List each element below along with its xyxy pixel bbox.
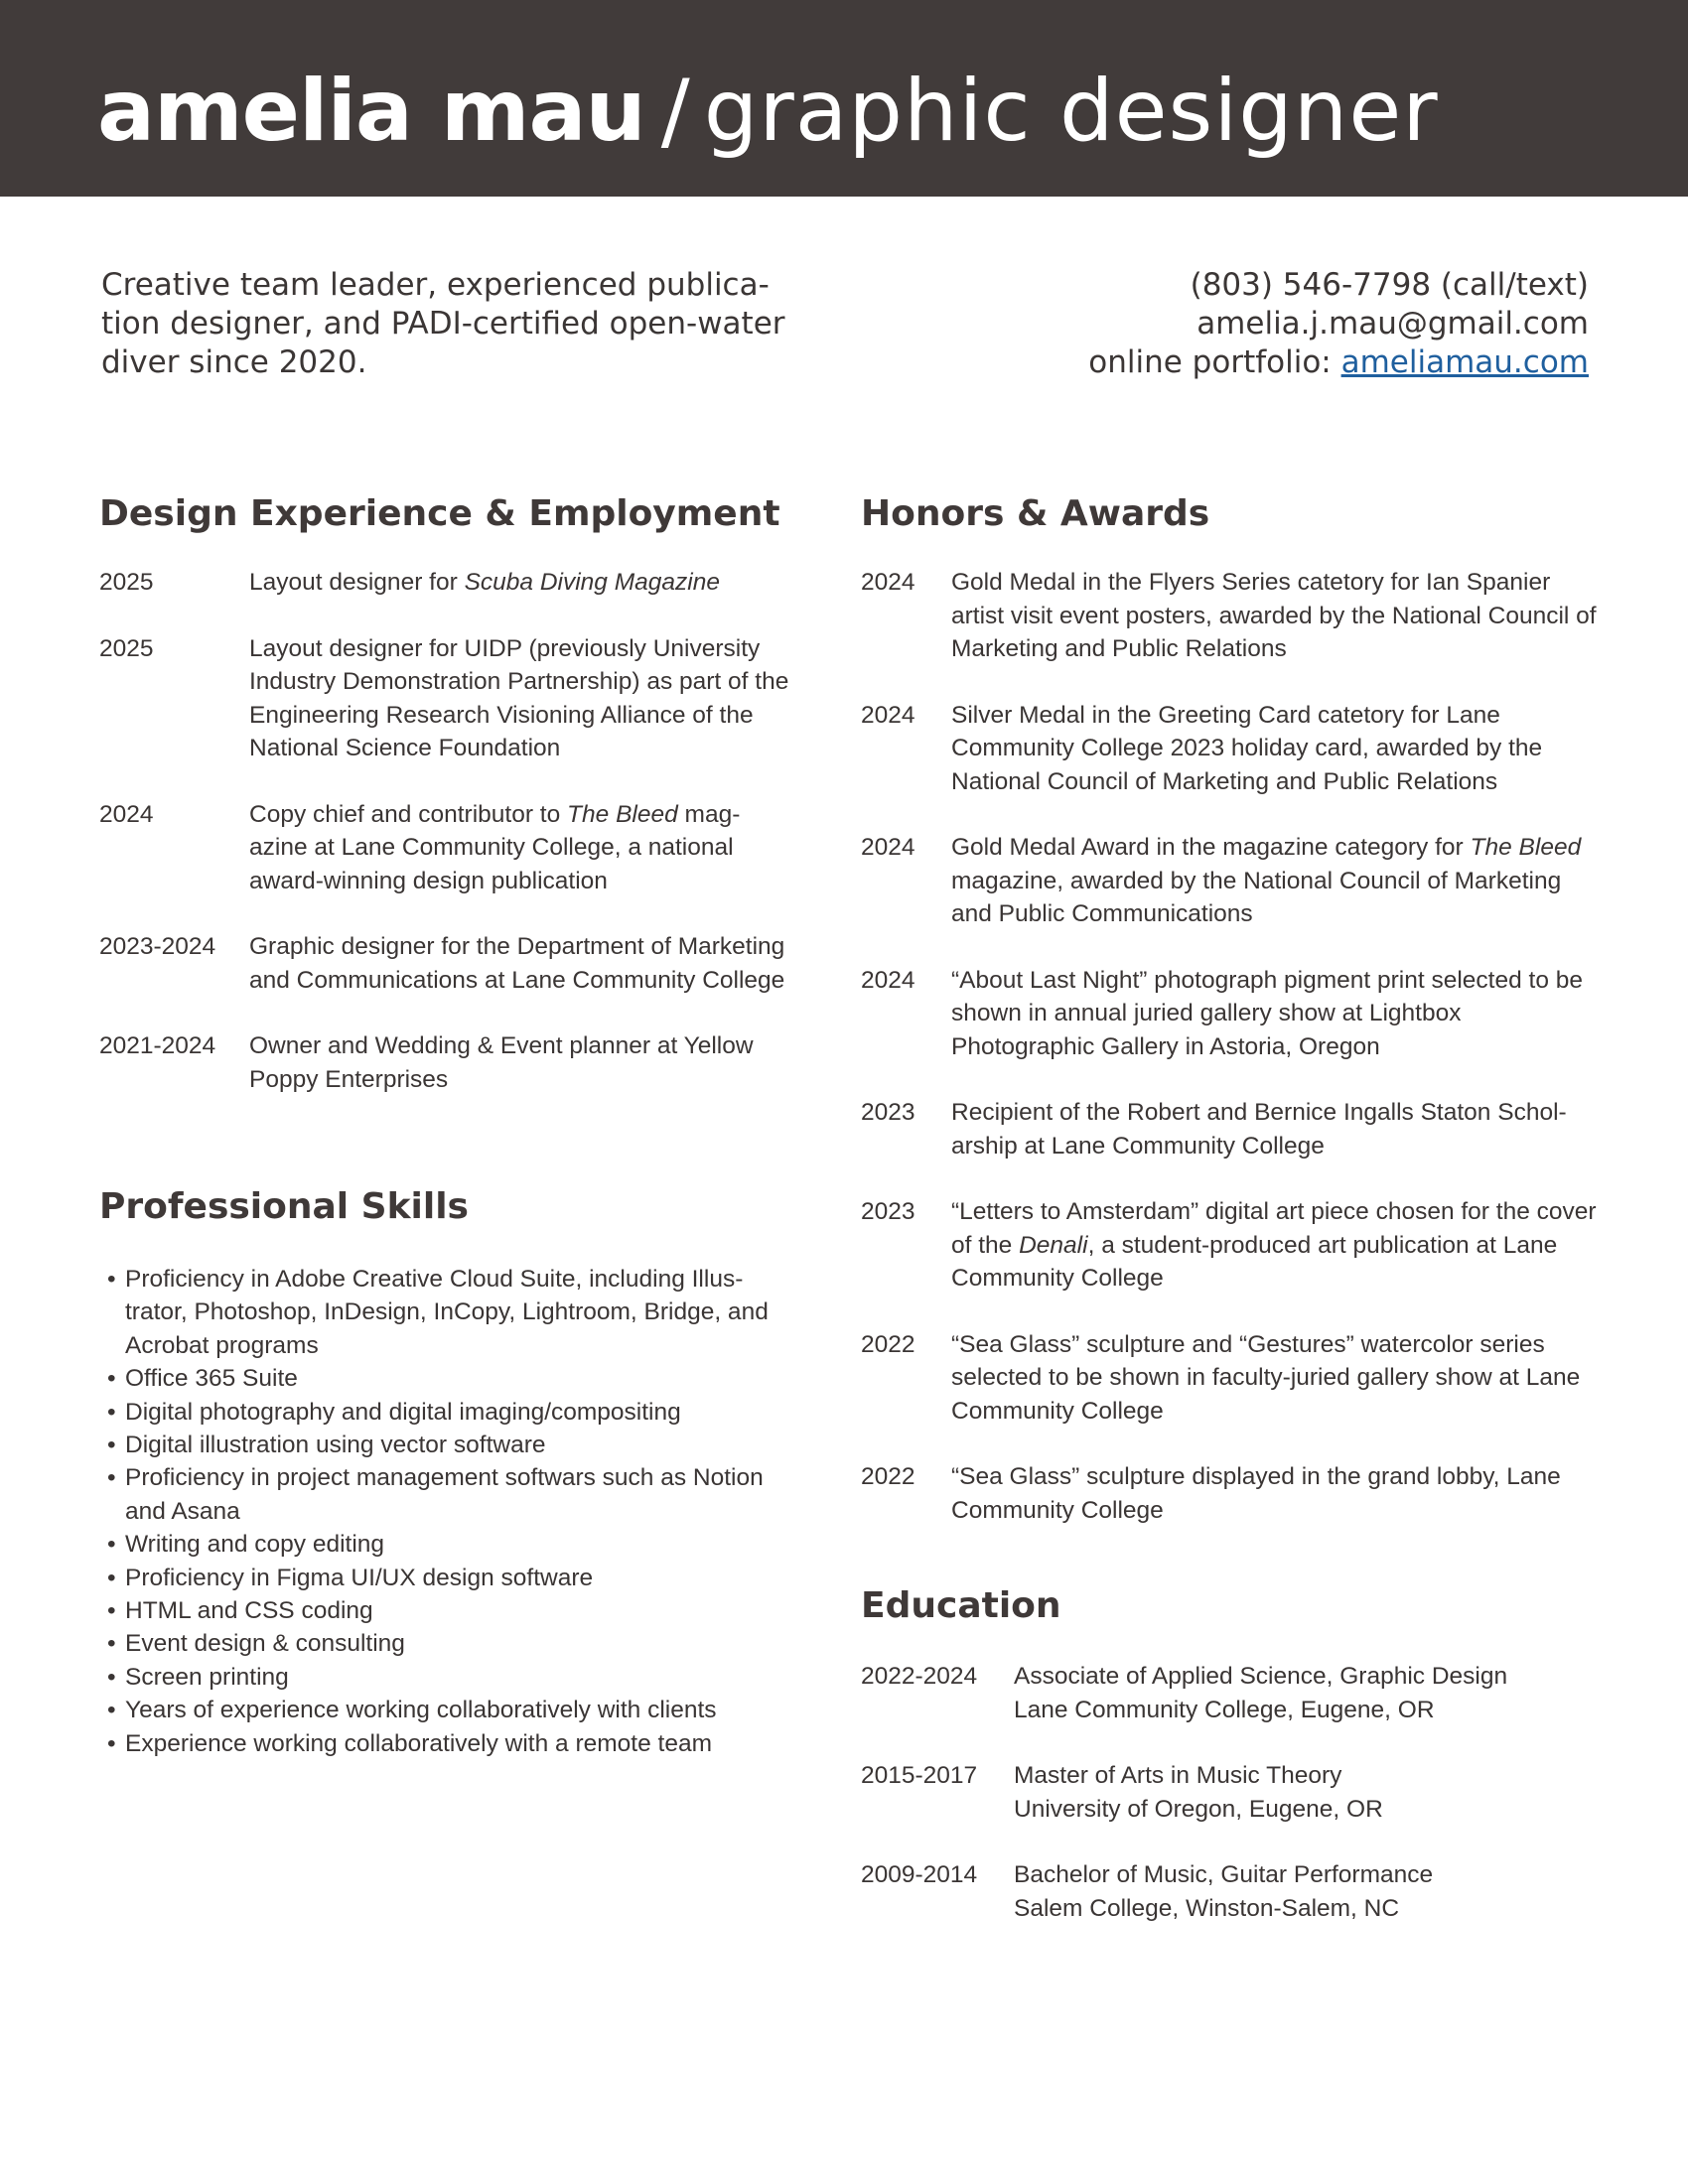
- degree-title: Master of Arts in Music Theory: [1014, 1762, 1342, 1789]
- honor-entry: [861, 831, 1606, 931]
- skill-item: • Proficiency in project management softwars such as Notion and Asana: [107, 1461, 802, 1528]
- title-slash: /: [660, 62, 690, 161]
- honors-heading: Honors & Awards: [861, 493, 1210, 534]
- page-title: [97, 62, 1439, 161]
- entry-text: “Sea Glass” sculpture displayed in the grand lobby, Lane Community College: [951, 1463, 1561, 1524]
- portfolio-label: online portfolio:: [1088, 344, 1341, 380]
- experience-entry: [99, 632, 794, 765]
- entry-year: 2024: [861, 966, 915, 994]
- honor-entry: [861, 964, 1606, 1064]
- entry-text: Layout designer for UIDP (previously University Industry Demonstration Partnership) as part of the Engineering Research Visioning Alliance of the National Science Foundation: [249, 634, 789, 761]
- header-banner: [0, 0, 1688, 197]
- school-name: University of Oregon, Eugene, OR: [1014, 1795, 1383, 1823]
- entry-text: “Letters to Amsterdam” digital art piece chosen for the cover of the Denali, a student-produced art publication at Lane Community College: [951, 1198, 1597, 1292]
- entry-year: 2024: [861, 569, 915, 596]
- skill-item: • Proficiency in Figma UI/UX design software: [107, 1562, 802, 1594]
- intro-line: tion designer, and PADI-certified open-water: [101, 306, 785, 341]
- intro-line: Creative team leader, experienced publica-: [101, 267, 770, 303]
- entry-year: 2024: [861, 834, 915, 861]
- entry-year: 2025: [99, 569, 154, 596]
- intro-line: diver since 2020.: [101, 344, 367, 380]
- education-heading: Education: [861, 1585, 1061, 1626]
- portfolio-link[interactable]: ameliamau.com: [1340, 344, 1589, 380]
- honors-list: [861, 566, 1606, 1560]
- skill-item: • Experience working collaboratively with a remote team: [107, 1727, 802, 1760]
- email-address: amelia.j.mau@gmail.com: [1196, 306, 1589, 341]
- honor-entry: [861, 566, 1606, 666]
- entry-text: Recipient of the Robert and Bernice Ingalls Staton Schol-arship at Lane Community College: [951, 1099, 1567, 1160]
- experience-list: [99, 566, 794, 1129]
- entry-year: 2024: [861, 701, 915, 729]
- entry-year: 2009-2014: [861, 1861, 978, 1888]
- skill-item: • Screen printing: [107, 1661, 802, 1694]
- education-entry: [861, 1759, 1606, 1826]
- entry-year: 2022: [861, 1463, 915, 1490]
- skill-item: • Digital illustration using vector software: [107, 1429, 802, 1461]
- name-heading: amelia mau: [97, 62, 645, 161]
- entry-year: 2024: [99, 800, 154, 828]
- entry-text: Gold Medal Award in the magazine category for The Bleed magazine, awarded by the National Council of Marketing and Public Communications: [951, 834, 1582, 927]
- honor-entry: [861, 1195, 1606, 1296]
- entry-text: Copy chief and contributor to The Bleed mag-azine at Lane Community College, a national award-winning design publication: [249, 800, 741, 894]
- skill-item: • Digital photography and digital imaging/compositing: [107, 1396, 802, 1429]
- contact-block: [894, 266, 1589, 382]
- honor-entry: [861, 1460, 1606, 1527]
- experience-entry: [99, 566, 794, 600]
- honor-entry: [861, 1096, 1606, 1162]
- honor-entry: [861, 699, 1606, 799]
- intro-statement: [101, 266, 856, 382]
- entry-text: Layout designer for Scuba Diving Magazine: [249, 569, 720, 596]
- entry-year: 2023: [861, 1198, 915, 1225]
- skills-list: [107, 1263, 802, 1760]
- entry-year: 2021-2024: [99, 1032, 216, 1059]
- degree-title: Bachelor of Music, Guitar Performance: [1014, 1861, 1434, 1888]
- skill-item: • Office 365 Suite: [107, 1362, 802, 1395]
- entry-text: Graphic designer for the Department of Marketing and Communications at Lane Community College: [249, 933, 785, 994]
- experience-heading: Design Experience & Employment: [99, 493, 780, 534]
- entry-text: [1014, 1858, 1606, 1925]
- degree-title: Associate of Applied Science, Graphic Design: [1014, 1663, 1508, 1690]
- school-name: Lane Community College, Eugene, OR: [1014, 1696, 1435, 1723]
- experience-entry: [99, 930, 794, 997]
- honor-entry: [861, 1328, 1606, 1429]
- skill-item: • HTML and CSS coding: [107, 1594, 802, 1627]
- education-entry: [861, 1858, 1606, 1925]
- experience-entry: [99, 798, 794, 898]
- entry-year: 2023: [861, 1099, 915, 1126]
- portfolio-line: [894, 343, 1589, 382]
- entry-text: Owner and Wedding & Event planner at Yellow Poppy Enterprises: [249, 1032, 754, 1093]
- entry-text: Silver Medal in the Greeting Card catetory for Lane Community College 2023 holiday card, awarded by the National Council of Marketing and Public Relations: [951, 701, 1543, 795]
- entry-text: “Sea Glass” sculpture and “Gestures” watercolor series selected to be shown in faculty-juried gallery show at Lane Community College: [951, 1330, 1581, 1425]
- education-entry: [861, 1660, 1606, 1726]
- entry-year: 2015-2017: [861, 1762, 978, 1789]
- role-heading: graphic designer: [703, 62, 1439, 161]
- experience-entry: [99, 1029, 794, 1096]
- entry-text: “About Last Night” photograph pigment print selected to be shown in annual juried gallery show at Lightbox Photographic Gallery in Astoria, Oregon: [951, 966, 1584, 1060]
- entry-text: [1014, 1660, 1606, 1726]
- skills-heading: Professional Skills: [99, 1186, 469, 1227]
- education-list: [861, 1660, 1606, 1958]
- entry-year: 2022: [861, 1330, 915, 1358]
- entry-year: 2022-2024: [861, 1663, 978, 1690]
- skill-item: • Writing and copy editing: [107, 1528, 802, 1561]
- entry-text: Gold Medal in the Flyers Series catetory for Ian Spanier artist visit event posters, awarded by the National Council of Marketing and Public Relations: [951, 569, 1597, 662]
- school-name: Salem College, Winston-Salem, NC: [1014, 1894, 1400, 1922]
- entry-year: 2025: [99, 634, 154, 662]
- skill-item: • Years of experience working collaboratively with clients: [107, 1694, 802, 1726]
- phone-number: (803) 546-7798 (call/text): [1190, 267, 1589, 303]
- skill-item: • Proficiency in Adobe Creative Cloud Suite, including Illus-trator, Photoshop, InDesign, InCopy, Lightroom, Bridge, and Acrobat programs: [107, 1263, 802, 1362]
- entry-text: [1014, 1759, 1606, 1826]
- entry-year: 2023-2024: [99, 933, 216, 960]
- skill-item: • Event design & consulting: [107, 1627, 802, 1660]
